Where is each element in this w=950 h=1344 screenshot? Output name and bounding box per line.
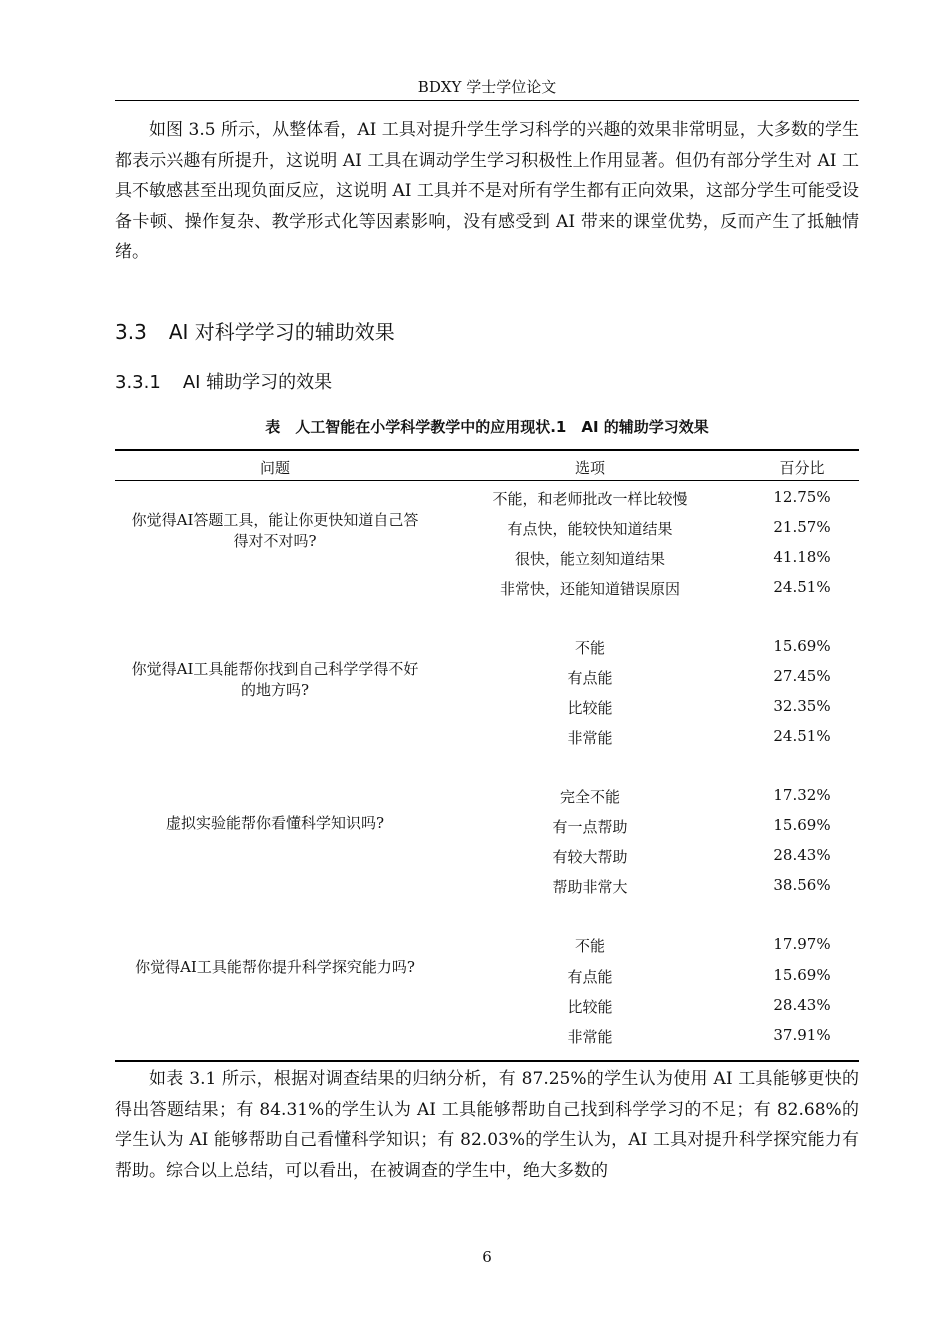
question-1: 你觉得AI答题工具，能让你更快知道自己答得对不对吗? <box>131 511 419 550</box>
body-paragraph-1: 如图 3.5 所示，从整体看，AI 工具对提升学生学习科学的兴趣的效果非常明显，大多数的学生都表示兴趣有所提升，这说明 AI 工具在调动学生学习积极性上作用显著。但仍有部分学生对 AI 工具不敏感甚至出现负面反应，这说明 AI 工具并不是对所有学生都有正向效果，这部分学生可能受设备卡顿、操作复杂、教学形式化等因素影响，没有感受到 AI 带来的课堂优势，反而产生了抵触情绪。 <box>115 120 859 262</box>
percent-cell: 41.18% <box>773 548 831 566</box>
option-cell: 不能，和老师批改一样比较慢 <box>492 490 688 508</box>
percent-cell: 15.69% <box>773 637 831 655</box>
question-2: 你觉得AI工具能帮你找到自己科学学得不好的地方吗? <box>131 660 419 699</box>
option-cell: 有点能 <box>567 968 613 986</box>
option-cell: 不能 <box>574 937 605 955</box>
section-number: 3.3 <box>115 320 147 344</box>
running-header: BDXY 学士学位论文 <box>417 78 557 96</box>
percent-cell: 38.56% <box>773 876 831 894</box>
option-cell: 不能 <box>574 639 605 657</box>
table-caption: 表 人工智能在小学科学教学中的应用现状.1 AI 的辅助学习效果 <box>265 418 709 436</box>
option-cell: 非常能 <box>567 729 613 747</box>
option-cell: 比较能 <box>567 998 613 1016</box>
percent-cell: 24.51% <box>773 727 831 745</box>
percent-cell: 12.75% <box>773 488 831 506</box>
subsection-number: 3.3.1 <box>115 372 161 393</box>
column-header-question: 问题 <box>259 459 290 477</box>
table-bottom-rule <box>115 1060 859 1062</box>
question-4: 你觉得AI工具能帮你提升科学探究能力吗? <box>135 958 415 976</box>
option-cell: 有较大帮助 <box>552 848 628 866</box>
survey-table <box>115 449 859 1063</box>
table-top-rule <box>115 449 859 451</box>
option-cell: 完全不能 <box>559 788 620 806</box>
percent-cell: 32.35% <box>773 697 831 715</box>
header-rule <box>115 100 859 101</box>
section-heading-3-3 <box>115 316 395 345</box>
percent-cell: 17.32% <box>773 786 831 804</box>
column-header-percent: 百分比 <box>779 459 825 477</box>
percent-cell: 37.91% <box>773 1026 831 1044</box>
option-cell: 比较能 <box>567 699 613 717</box>
percent-cell: 17.97% <box>773 935 831 953</box>
body-paragraph-2: 如表 3.1 所示，根据对调查结果的归纳分析，有 87.25%的学生认为使用 AI 工具能够更快的得出答题结果；有 84.31%的学生认为 AI 工具能够帮助自己找到科学学习的不足；有 82.68%的学生认为 AI 能够帮助自己看懂科学知识；有 82.03%的学生认为，AI 工具对提升科学探究能力有帮助。综合以上总结，可以看出，在被调查的学生中，绝大多数的 <box>115 1069 859 1181</box>
subsection-heading-3-3-1 <box>115 368 332 394</box>
percent-cell: 15.69% <box>773 966 831 984</box>
percent-cell: 27.45% <box>773 667 831 685</box>
page-number: 6 <box>482 1248 492 1266</box>
percent-cell: 24.51% <box>773 578 831 596</box>
table-header-rule <box>115 480 859 481</box>
subsection-title: AI 辅助学习的效果 <box>182 372 333 393</box>
percent-cell: 21.57% <box>773 518 831 536</box>
option-cell: 非常快，还能知道错误原因 <box>499 580 680 598</box>
option-cell: 很快，能立刻知道结果 <box>514 550 665 568</box>
option-cell: 有点能 <box>567 669 613 687</box>
option-cell: 帮助非常大 <box>552 878 628 896</box>
percent-cell: 15.69% <box>773 816 831 834</box>
option-cell: 有点快，能较快知道结果 <box>507 520 673 538</box>
question-3: 虚拟实验能帮你看懂科学知识吗? <box>165 814 385 832</box>
option-cell: 非常能 <box>567 1028 613 1046</box>
section-title: AI 对科学学习的辅助效果 <box>168 320 395 344</box>
column-header-option: 选项 <box>574 459 605 477</box>
percent-cell: 28.43% <box>773 846 831 864</box>
option-cell: 有一点帮助 <box>552 818 628 836</box>
percent-cell: 28.43% <box>773 996 831 1014</box>
